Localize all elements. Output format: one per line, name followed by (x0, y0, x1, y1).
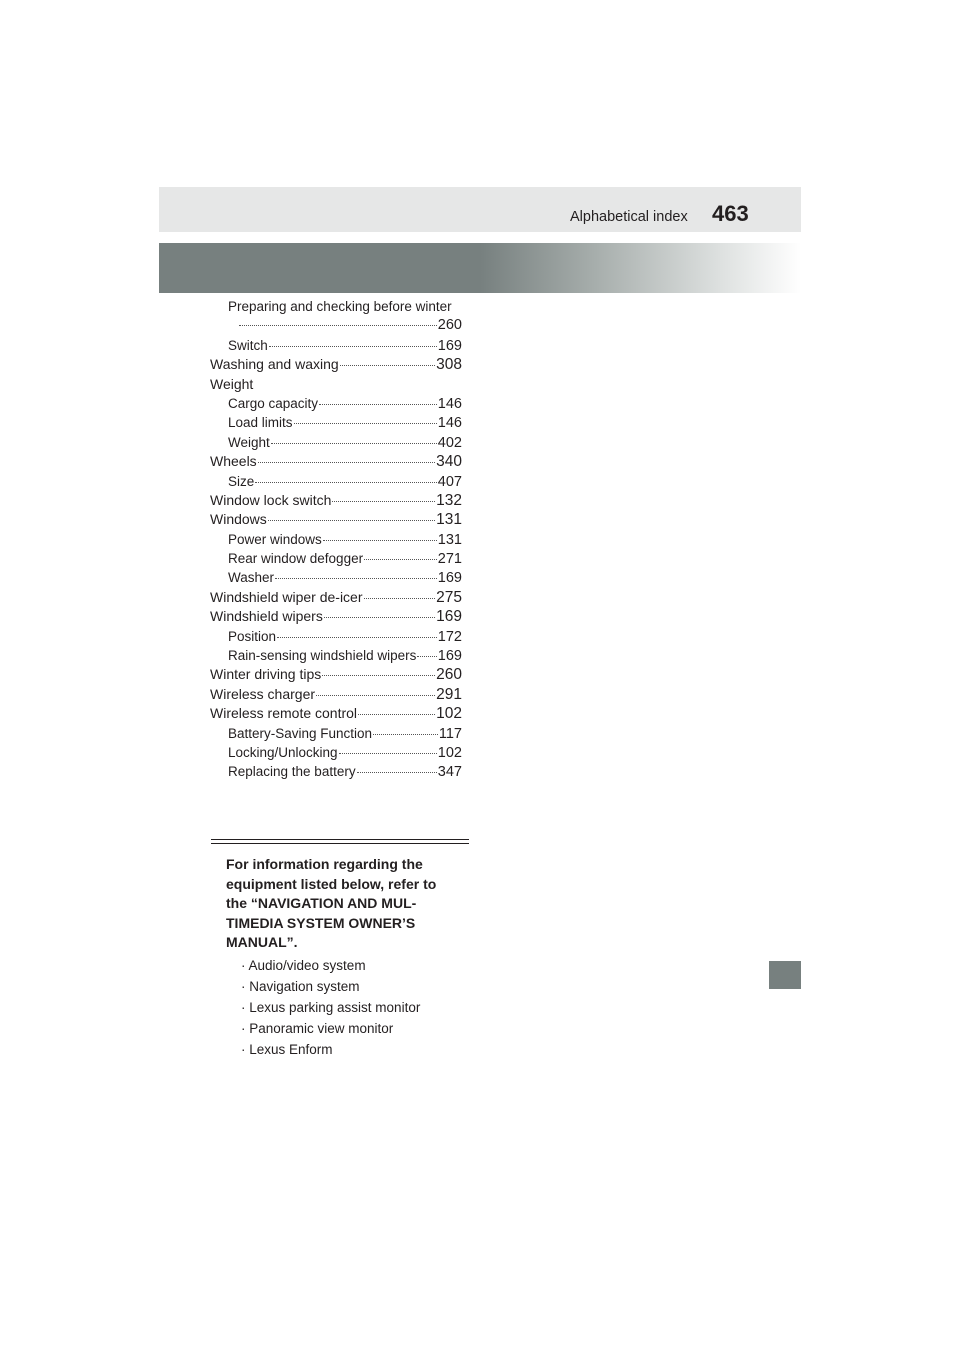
leader-dots (373, 734, 438, 735)
index-entry-battery-saving[interactable] (210, 724, 462, 743)
leader-dots (239, 325, 437, 326)
leader-dots (322, 675, 435, 676)
entry-label: Power windows (228, 531, 322, 547)
leader-dots (332, 501, 435, 502)
divider-rule (211, 843, 469, 844)
entry-page: 291 (436, 685, 462, 703)
list-item: · Navigation system (241, 978, 360, 994)
entry-page: 169 (436, 608, 462, 626)
note-heading-line: MANUAL”. (226, 934, 298, 950)
entry-label: Rain-sensing windshield wipers (228, 648, 417, 664)
index-entry-washing[interactable] (210, 355, 462, 374)
list-item: · Lexus parking assist monitor (241, 999, 421, 1015)
index-entry-winter-prep[interactable] (210, 316, 462, 335)
entry-label: Washer (228, 570, 275, 586)
entry-label: Wheels (210, 453, 257, 470)
index-entry-load-limits[interactable] (210, 413, 462, 432)
entry-label: Preparing and checking before winter (228, 299, 452, 314)
entry-label: Locking/Unlocking (228, 744, 338, 760)
section-title: Alphabetical index (570, 209, 688, 225)
entry-page: 407 (437, 473, 462, 490)
entry-page: 169 (437, 570, 462, 587)
leader-dots (269, 346, 437, 347)
index-entry-remote[interactable] (210, 704, 462, 723)
index-entry-wipers[interactable] (210, 607, 462, 626)
section-side-tab (769, 961, 801, 989)
index-entry-winter-tips[interactable] (210, 665, 462, 684)
leader-dots (258, 462, 435, 463)
leader-dots (339, 753, 437, 754)
entry-page: 402 (437, 434, 462, 451)
index-entry-weight[interactable] (210, 433, 462, 452)
index-entry-rear-defogger[interactable] (210, 549, 462, 568)
index-entry-windows[interactable] (210, 510, 462, 529)
leader-dots (358, 714, 435, 715)
entry-page: 146 (437, 415, 462, 432)
entry-label: Size (228, 473, 255, 489)
entry-label: Wireless charger (210, 685, 316, 702)
note-heading-line: TIMEDIA SYSTEM OWNER’S (226, 914, 416, 931)
index-entry-power-windows[interactable] (210, 530, 462, 549)
index-entry-replacing[interactable] (210, 762, 462, 781)
index-entry-rain-sensing[interactable] (210, 646, 462, 665)
entry-label: Window lock switch (210, 491, 332, 508)
index-entry-size[interactable] (210, 472, 462, 491)
leader-dots (417, 656, 436, 657)
index-entry-winter-prep-label (210, 297, 462, 316)
leader-dots (357, 772, 437, 773)
entry-label: Position (228, 628, 277, 644)
list-item: · Audio/video system (241, 957, 366, 973)
note-heading-line: equipment listed below, refer to (226, 875, 437, 892)
index-entry-position[interactable] (210, 627, 462, 646)
note-heading-line: the “NAVIGATION AND MUL- (226, 895, 417, 911)
index-entry-window-lock[interactable] (210, 491, 462, 510)
index-entry-washer[interactable] (210, 568, 462, 587)
leader-dots (277, 637, 437, 638)
entry-page: 131 (436, 511, 462, 529)
entry-label: Cargo capacity (228, 395, 319, 411)
entry-label: Switch (228, 337, 268, 353)
entry-label: Winter driving tips (210, 666, 322, 683)
note-list (226, 955, 466, 1060)
entry-page: 169 (437, 337, 462, 354)
entry-page: 275 (436, 588, 462, 606)
index-entry-wireless-charger[interactable] (210, 685, 462, 704)
entry-page: 117 (438, 725, 462, 742)
entry-label: Battery-Saving Function (228, 725, 373, 741)
alphabetical-index-list (210, 297, 462, 782)
index-entry-switch[interactable] (210, 336, 462, 355)
list-item: · Panoramic view monitor (241, 1020, 394, 1036)
index-heading-weight: Weight (210, 375, 254, 392)
divider-rule (211, 839, 469, 840)
entry-label: Windshield wipers (210, 608, 323, 625)
leader-dots (255, 482, 437, 483)
entry-page: 340 (436, 453, 462, 471)
entry-page: 146 (437, 395, 462, 412)
entry-page: 172 (437, 628, 462, 645)
leader-dots (275, 578, 437, 579)
page-number: 463 (712, 201, 749, 226)
entry-page: 132 (436, 491, 462, 509)
leader-dots (323, 540, 437, 541)
entry-label: Windshield wiper de-icer (210, 588, 363, 605)
navigation-manual-note (226, 855, 466, 1060)
entry-label: Wireless remote control (210, 705, 358, 722)
leader-dots (268, 520, 435, 521)
entry-page: 102 (436, 705, 462, 723)
note-heading (226, 855, 466, 953)
index-entry-wiper-deicer[interactable] (210, 588, 462, 607)
entry-page: 260 (436, 666, 462, 684)
entry-page: 169 (437, 648, 462, 665)
leader-dots (271, 443, 437, 444)
leader-dots (294, 423, 437, 424)
entry-page: 271 (437, 551, 462, 568)
leader-dots (316, 695, 435, 696)
index-entry-cargo[interactable] (210, 394, 462, 413)
leader-dots (340, 365, 435, 366)
entry-label: Load limits (228, 415, 293, 431)
entry-label: Weight (228, 434, 270, 450)
note-heading-line: For information regarding the (226, 856, 423, 872)
leader-dots (319, 404, 437, 405)
decorative-gradient-band (159, 243, 801, 293)
entry-page: 347 (437, 764, 462, 781)
entry-page: 260 (437, 317, 462, 334)
index-entry-locking[interactable] (210, 743, 462, 762)
leader-dots (364, 598, 436, 599)
index-entry-wheels[interactable] (210, 452, 462, 471)
entry-label: Washing and waxing (210, 356, 339, 373)
entry-page: 308 (436, 356, 462, 374)
entry-label: Replacing the battery (228, 764, 356, 780)
entry-page: 102 (437, 744, 462, 761)
entry-page: 131 (437, 531, 462, 548)
entry-label: Windows (210, 511, 267, 528)
list-item: · Lexus Enform (241, 1041, 333, 1057)
leader-dots (324, 617, 435, 618)
entry-label: Rear window defogger (228, 551, 364, 567)
header-bar (159, 187, 801, 232)
leader-dots (364, 559, 437, 560)
